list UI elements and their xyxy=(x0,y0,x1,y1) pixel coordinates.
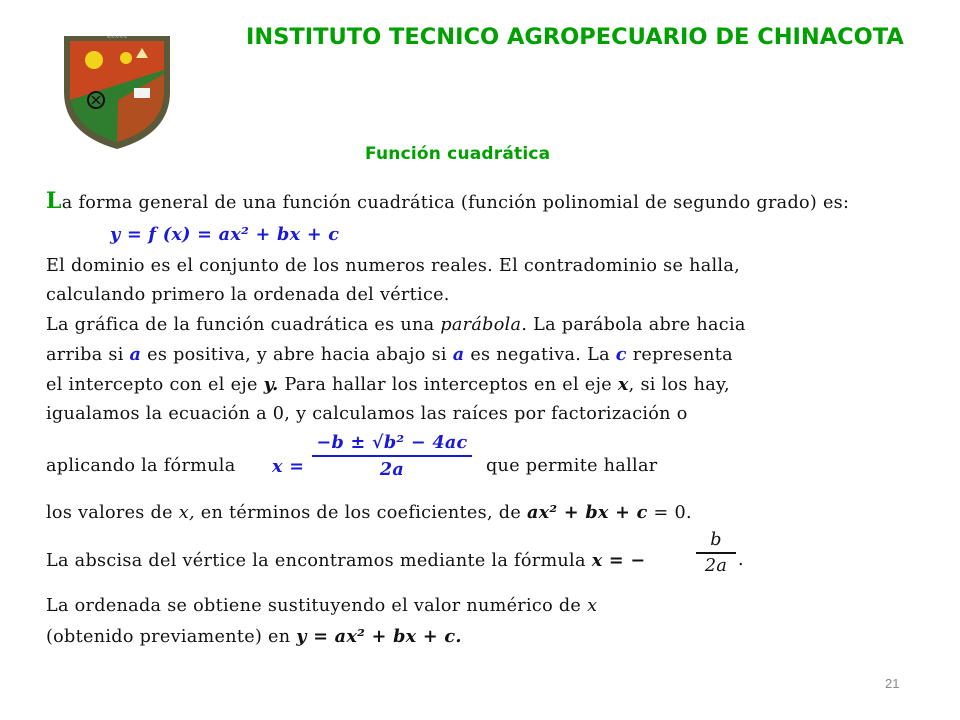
general-formula: y = f (x) = ax² + bx + c xyxy=(110,224,340,245)
quadratic-formula-lhs: x = xyxy=(272,456,305,477)
fraction-bar xyxy=(696,552,736,554)
page-number: 21 xyxy=(885,676,900,691)
fraction-bar xyxy=(312,455,472,457)
text-line: La abscisa del vértice la encontramos mediante la fórmula x = − xyxy=(46,550,646,571)
svg-text:~~~~~: ~~~~~ xyxy=(106,35,128,41)
text-line: que permite hallar xyxy=(486,456,658,476)
quadratic-formula-denominator: 2a xyxy=(379,459,405,480)
institution-title: INSTITUTO TECNICO AGROPECUARIO DE CHINACOTA xyxy=(246,24,904,50)
quadratic-formula-fraction xyxy=(312,432,472,480)
vertex-denominator: 2a xyxy=(704,556,728,576)
text-line: el intercepto con el eje y. Para hallar los interceptos en el eje x, si los hay, xyxy=(46,374,730,395)
text-line: los valores de x, en términos de los coeficientes, de ax² + bx + c = 0. xyxy=(46,502,692,523)
vertex-fraction xyxy=(696,530,736,576)
text-line: La ordenada se obtiene sustituyendo el valor numérico de x xyxy=(46,596,598,616)
text-line: arriba si a es positiva, y abre hacia abajo si a es negativa. La c representa xyxy=(46,344,733,365)
quadratic-formula-numerator: −b ± √b² − 4ac xyxy=(316,432,468,453)
text-line: igualamos la ecuación a 0, y calculamos las raíces por factorización o xyxy=(46,404,688,424)
text-line: . xyxy=(738,550,744,570)
text-line: La gráfica de la función cuadrática es una parábola. La parábola abre hacia xyxy=(46,315,746,335)
text-line: El dominio es el conjunto de los numeros reales. El contradominio se halla, xyxy=(46,256,741,276)
text-line: calculando primero la ordenada del vértice. xyxy=(46,285,450,305)
text-line: aplicando la fórmula xyxy=(46,456,236,476)
slide-subtitle: Función cuadrática xyxy=(365,144,551,164)
vertex-numerator: b xyxy=(710,530,722,550)
text-line: La forma general de una función cuadrática (función polinomial de segundo grado) es: xyxy=(46,188,850,214)
institution-crest-logo xyxy=(58,30,176,152)
text-line: (obtenido previamente) en y = ax² + bx + c. xyxy=(46,626,462,647)
drop-cap: L xyxy=(46,188,62,214)
